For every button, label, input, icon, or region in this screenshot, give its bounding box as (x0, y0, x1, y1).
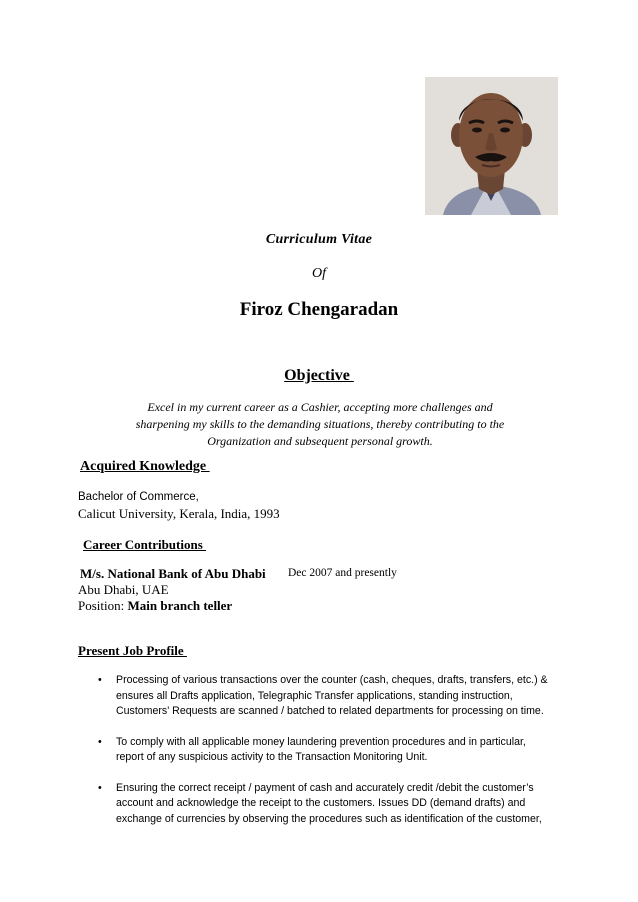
bullet-icon: • (98, 781, 102, 794)
document-of: Of (312, 266, 326, 281)
position-value: Main branch teller (127, 598, 233, 613)
list-item-line: Customers' Requests are scanned / batched to related departments for processing on time. (116, 705, 544, 717)
bullet-icon: • (98, 735, 102, 748)
candidate-name: Firoz Chengaradan (239, 299, 399, 320)
objective-line: Organization and subsequent personal growth. (207, 434, 433, 448)
objective-line: Excel in my current career as a Cashier, accepting more challenges and (147, 400, 493, 414)
profile-heading: Present Job Profile (78, 643, 187, 658)
profile-photo (425, 77, 558, 215)
list-item-line: account and acknowledge the receipt to the customers. Issues DD (demand drafts) and (116, 797, 526, 809)
degree-text: Bachelor of Commerce, (78, 491, 199, 503)
objective-line: sharpening my skills to the demanding situations, thereby contributing to the (135, 417, 505, 431)
list-item-line: To comply with all applicable money laundering prevention procedures and in particular, (116, 735, 526, 748)
employer-location: Abu Dhabi, UAE (78, 582, 169, 597)
job-profile-list (98, 673, 568, 842)
position-line (78, 598, 232, 614)
portrait-photo-icon (425, 77, 558, 215)
list-item-line: Processing of various transactions over the counter (cash, cheques, drafts, transfers, etc.) & (116, 674, 548, 686)
list-item (98, 673, 568, 720)
employment-period: Dec 2007 and presently (288, 567, 397, 579)
knowledge-heading: Acquired Knowledge (80, 459, 210, 474)
list-item-line: ensures all Drafts application, Telegraphic Transfer applications, standing instruction, (116, 689, 513, 702)
objective-text (130, 399, 510, 450)
list-item-line: exchange of currencies by observing the procedures such as identification of the customer, (116, 812, 542, 825)
career-heading: Career Contributions (83, 537, 207, 552)
position-label: Position: (78, 598, 128, 613)
university-text: Calicut University, Kerala, India, 1993 (78, 506, 280, 521)
objective-heading: Objective (284, 367, 354, 384)
employer-name: M/s. National Bank of Abu Dhabi (80, 566, 266, 581)
bullet-icon: • (98, 674, 102, 686)
list-item (98, 781, 568, 828)
list-item-line: Ensuring the correct receipt / payment of cash and accurately credit /debit the customer’s (116, 781, 534, 794)
list-item-line: report of any suspicious activity to the Transaction Monitoring Unit. (116, 751, 428, 763)
list-item (98, 735, 568, 766)
document-title: Curriculum Vitae (265, 232, 373, 247)
